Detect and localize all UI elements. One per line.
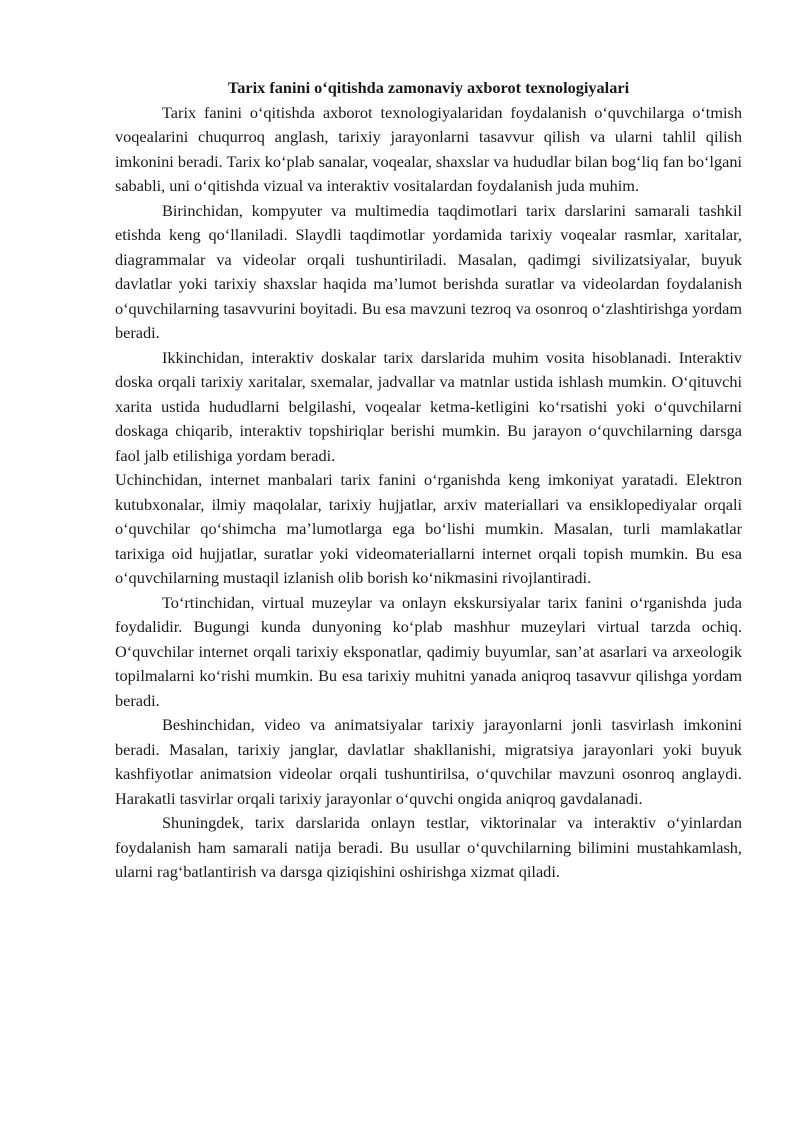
paragraph-intro: Tarix fanini o‘qitishda axborot texnologiyalaridan foydalanish o‘quvchilarga o‘tmish voqealarini chuqurroq anglash, tarixiy jarayonlarni tasavvur qilish va ularni tahlil qilish imkonini beradi. Tarix ko‘plab sanalar, voqealar, shaxslar va hududlar bilan bog‘liq fan bo‘lgani sababli, uni o‘qitishda vizual va interaktiv vositalardan foydalanish juda muhim.: [115, 102, 742, 195]
paragraph-conclusion: Shuningdek, tarix darslarida onlayn testlar, viktorinalar va interaktiv o‘yinlardan foydalanish ham samarali natija beradi. Bu usullar o‘quvchilarning bilimini mustahkamlash, ularni rag‘batlantirish va darsga qiziqishini oshirishga xizmat qiladi.: [115, 813, 742, 881]
document-title: Tarix fanini o‘qitishda zamonaviy axborot texnologiyalari: [227, 78, 630, 97]
paragraph-second: Ikkinchidan, interaktiv doskalar tarix darslarida muhim vosita hisoblanadi. Interaktiv doska orqali tarixiy xaritalar, sxemalar, jadvallar va matnlar ustida ishlash mumkin. O‘qituvchi xarita ustida hududlarni belgilashi, voqealar ketma-ketligini ko‘rsatishi yoki o‘quvchilarni doskaga chiqarib, interaktiv topshiriqlar berishi mumkin. Bu jarayon o‘quvchilarning darsga faol jalb etilishiga yordam beradi.: [115, 347, 742, 465]
paragraph-fourth: To‘rtinchidan, virtual muzeylar va onlayn ekskursiyalar tarix fanini o‘rganishda juda foydalidir. Bugungi kunda dunyoning ko‘plab mashhur muzeylari virtual tarzda ochiq. O‘quvchilar internet orqali tarixiy eksponatlar, qadimiy buyumlar, san’at asarlari va arxeologik topilmalarni ko‘rishi mumkin. Bu esa tarixiy muhitni yanada aniqroq tasavvur qilishga yordam beradi.: [115, 592, 742, 710]
paragraph-third: Uchinchidan, internet manbalari tarix fanini o‘rganishda keng imkoniyat yaratadi. Elektron kutubxonalar, ilmiy maqolalar, tarixiy hujjatlar, arxiv materiallari va ensiklopediyalar orqali o‘quvchilar qo‘shimcha ma’lumotlarga ega bo‘lishi mumkin. Masalan, turli mamlakatlar tarixiga oid hujjatlar, suratlar yoki videomateriallarni internet orqali topish mumkin. Bu esa o‘quvchilarning mustaqil izlanish olib borish ko‘nikmasini rivojlantiradi.: [115, 470, 742, 587]
document-page: [115, 76, 742, 885]
paragraph-first: Birinchidan, kompyuter va multimedia taqdimotlari tarix darslarini samarali tashkil etishda keng qo‘llaniladi. Slaydli taqdimotlar yordamida tarixiy voqealar rasmlar, xaritalar, diagrammalar va videolar orqali tushuntiriladi. Masalan, qadimgi sivilizatsiyalar, buyuk davlatlar yoki tarixiy shaxslar haqida ma’lumot berishda suratlar va videolardan foydalanish o‘quvchilarning tasavvurini boyitadi. Bu esa mavzuni tezroq va osonroq o‘zlashtirishga yordam beradi.: [115, 200, 742, 342]
paragraph-fifth: Beshinchidan, video va animatsiyalar tarixiy jarayonlarni jonli tasvirlash imkonini beradi. Masalan, tarixiy janglar, davlatlar shakllanishi, migratsiya jarayonlari yoki buyuk kashfiyotlar animatsion videolar orqali tushuntirilsa, o‘quvchilar mavzuni osonroq anglaydi. Harakatli tasvirlar orqali tarixiy jarayonlar o‘quvchi ongida aniqroq gavdalanadi.: [115, 715, 742, 808]
